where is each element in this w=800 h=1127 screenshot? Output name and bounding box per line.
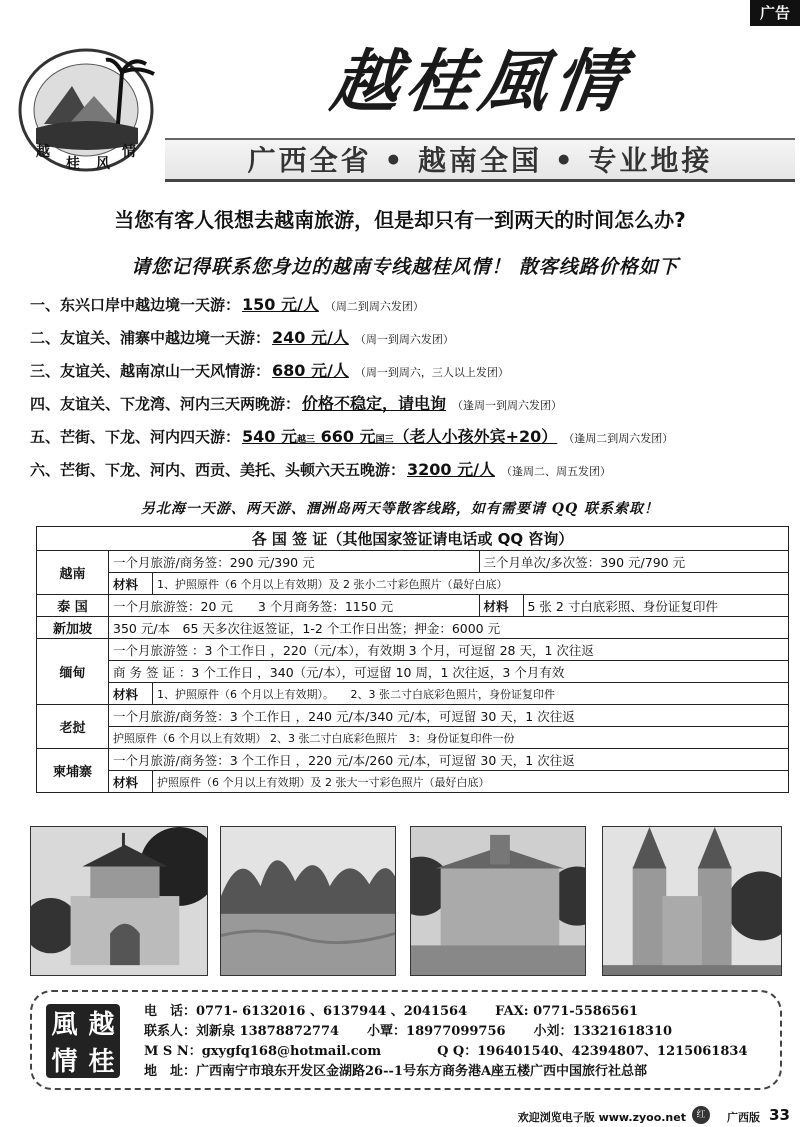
visa-material-label: 材料 [479, 595, 523, 617]
header-title-box [180, 34, 780, 130]
tour-note: （周二到周六发团） [324, 300, 424, 313]
tour-name: 六、芒街、下龙、河内、西贡、美托、头顿六天五晚游： [30, 461, 406, 479]
msn-label: M S N： [144, 1044, 202, 1059]
tour-price: 680 元/人 [272, 361, 349, 380]
visa-country-laos: 老挝 [37, 705, 109, 749]
brand-badge-icon: 红 [692, 1106, 710, 1124]
visa-cell: 1、护照原件（6 个月以上有效期）。 2、3 张二寸白底彩色照片，身份证复印件 [153, 683, 789, 705]
contact-prompt: 请您记得联系您身边的越南专线越桂风情！ 散客线路价格如下 [131, 256, 679, 278]
phone-value[interactable]: 0771- 6132016 、6137944 、2041564 [196, 1004, 468, 1019]
contact-box [30, 990, 782, 1090]
company-seal [46, 1004, 120, 1078]
contact-row [144, 1020, 774, 1040]
msn-value[interactable]: gxygfq168@hotmail.com [201, 1044, 382, 1059]
visa-country-myanmar: 缅甸 [37, 639, 109, 705]
msn-row [144, 1040, 774, 1060]
ad-tag: 广告 [750, 0, 800, 26]
address-row [144, 1060, 774, 1080]
slogan-bar: 广西全省 • 越南全国 • 专业地接 [165, 138, 795, 182]
tour-note: （周一到周六，三人以上发团） [354, 366, 509, 379]
tour-price-a: 540 元 [242, 427, 297, 446]
photo-palace [410, 826, 586, 976]
visa-cell-a: 一个月旅游签：20 元 [113, 598, 233, 614]
seal-char: 桂 [88, 1047, 115, 1077]
edition-label: 广西版 [727, 1111, 760, 1124]
visa-country-singapore: 新加坡 [37, 617, 109, 639]
visa-material-label: 材料 [109, 683, 153, 705]
seal-char: 情 [51, 1047, 78, 1077]
qq-label: Q Q： [437, 1044, 478, 1059]
tour-price-b: 660 元 [315, 427, 376, 446]
tour-name: 四、友谊关、下龙湾、河内三天两晚游： [30, 395, 301, 413]
address-label: 地 址： [144, 1064, 197, 1079]
tour-name: 一、东兴口岸中越边境一天游： [30, 296, 241, 314]
visa-cell: 350 元/本 65 天多次往返签证，1-2 个工作日出签；押金：6000 元 [109, 617, 789, 639]
tour-price [242, 424, 557, 447]
contact-details [144, 1000, 774, 1080]
contact-value: 刘新泉 13878872774 [196, 1024, 340, 1039]
contact-value-3: 小刘：13321618310 [533, 1024, 673, 1039]
tour-price: 价格不稳定，请电询 [302, 394, 447, 413]
fax-label: FAX: [495, 1004, 529, 1019]
phone-row [144, 1000, 774, 1020]
visa-country-thailand: 泰 国 [37, 595, 109, 617]
visa-material-label: 材料 [109, 771, 153, 793]
photo-cathedral [602, 826, 782, 976]
tour-note: （逢周二到周六发团） [563, 432, 674, 445]
visa-cell: 1、护照原件（6 个月以上有效期）及 2 张小二寸彩色照片（最好白底） [153, 573, 789, 595]
tour-item [30, 358, 790, 391]
visa-table [36, 526, 789, 793]
page-footer [0, 1103, 800, 1127]
logo-char-1: 越 [36, 144, 50, 160]
tour-price: 150 元/人 [242, 295, 319, 314]
logo-char-2: 桂 [66, 156, 80, 172]
tour-item [30, 292, 790, 325]
visa-cell: 一个月旅游/商务签：3 个工作日 ，240 元/本/340 元/本，可逗留 30 天，1 次往返 [109, 705, 789, 727]
visa-cell: 护照原件（6 个月以上有效期）及 2 张大一寸彩色照片（最好白底） [153, 771, 789, 793]
visa-country-vietnam: 越南 [37, 551, 109, 595]
contact-value-2: 小覃：18977099756 [367, 1024, 506, 1039]
tour-item [30, 424, 790, 457]
visa-cell: 一个月旅游/商务签：3 个工作日 ，220 元/本/260 元/本，可逗留 30 天，1 次往返 [109, 749, 789, 771]
qq-value: 196401540、42394807、1215061834 [477, 1044, 748, 1059]
question-line: 当您有客人很想去越南旅游，但是却只有一到两天的时间怎么办? [114, 208, 686, 232]
visa-cell: 一个月旅游/商务签：290 元/390 元 [109, 551, 480, 573]
tour-note: （周一到周六发团） [354, 333, 454, 346]
photo-strip [30, 826, 782, 976]
visa-material-label: 材料 [109, 573, 153, 595]
visa-table-title: 各 国 签 证（其他国家签证请电话或 QQ 咨询） [37, 527, 789, 551]
tour-price: 3200 元/人 [407, 460, 495, 479]
company-logo [14, 44, 164, 174]
tour-name: 三、友谊关、越南凉山一天风情游： [30, 362, 271, 380]
tour-name: 二、友谊关、浦寨中越边境一天游： [30, 329, 271, 347]
tour-name: 五、芒街、下龙、河内四天游： [30, 428, 241, 446]
visa-cell: 护照原件（6 个月以上有效期） 2、3 张二寸白底彩色照片 3：身份证复印件一份 [109, 727, 789, 749]
phone-label: 电 话： [144, 1004, 197, 1019]
tour-list [30, 292, 790, 490]
tour-item [30, 457, 790, 490]
tour-item [30, 391, 790, 424]
fax-value: 0771-5586561 [533, 1004, 639, 1019]
tour-note: （逢周一到周六发团） [452, 399, 563, 412]
seal-char: 越 [88, 1010, 115, 1040]
tour-note: （逢周二、周五发团） [500, 465, 611, 478]
photo-friendship-gate [30, 826, 208, 976]
page-number: 33 [769, 1106, 790, 1124]
visa-cell: 三个月单次/多次签：390 元/790 元 [479, 551, 789, 573]
page-title: 越桂風情 [326, 42, 634, 122]
seal-char: 風 [51, 1010, 78, 1040]
logo-char-3: 风 [96, 156, 110, 172]
visa-cell: 5 张 2 寸白底彩照、身份证复印件 [523, 595, 789, 617]
tour-price: 240 元/人 [272, 328, 349, 347]
tour-price-sub1: 越三 [297, 435, 316, 445]
welcome-link[interactable]: 欢迎浏览电子版 www.zyoo.net [517, 1111, 686, 1124]
contact-label: 联系人： [144, 1024, 197, 1039]
tour-item [30, 325, 790, 358]
visa-cell [109, 595, 480, 617]
visa-cell: 商 务 签 证 ：3 个工作日 ，340（元/本），可逗留 10 周，1 次往返，3 个月有效 [109, 661, 789, 683]
photo-halong-bay [220, 826, 396, 976]
address-value: 广西南宁市琅东开发区金湖路26--1号东方商务港A座五楼广西中国旅行社总部 [196, 1064, 648, 1079]
logo-char-4: 情 [122, 144, 136, 160]
tour-price-c: （老人小孩外宾+20） [393, 427, 558, 446]
visa-cell: 一个月旅游签 ：3 个工作日 ，220（元/本），有效期 3 个月，可逗留 28 天，1 次往返 [109, 639, 789, 661]
tour-price-sub2: 国三 [375, 435, 394, 445]
visa-country-cambodia: 柬埔寨 [37, 749, 109, 793]
extra-routes-line: 另北海一天游、两天游、涠洲岛两天等散客线路，如有需要请 QQ 联系索取！ [140, 501, 660, 517]
visa-cell-b: 3 个月商务签：1150 元 [257, 598, 394, 614]
